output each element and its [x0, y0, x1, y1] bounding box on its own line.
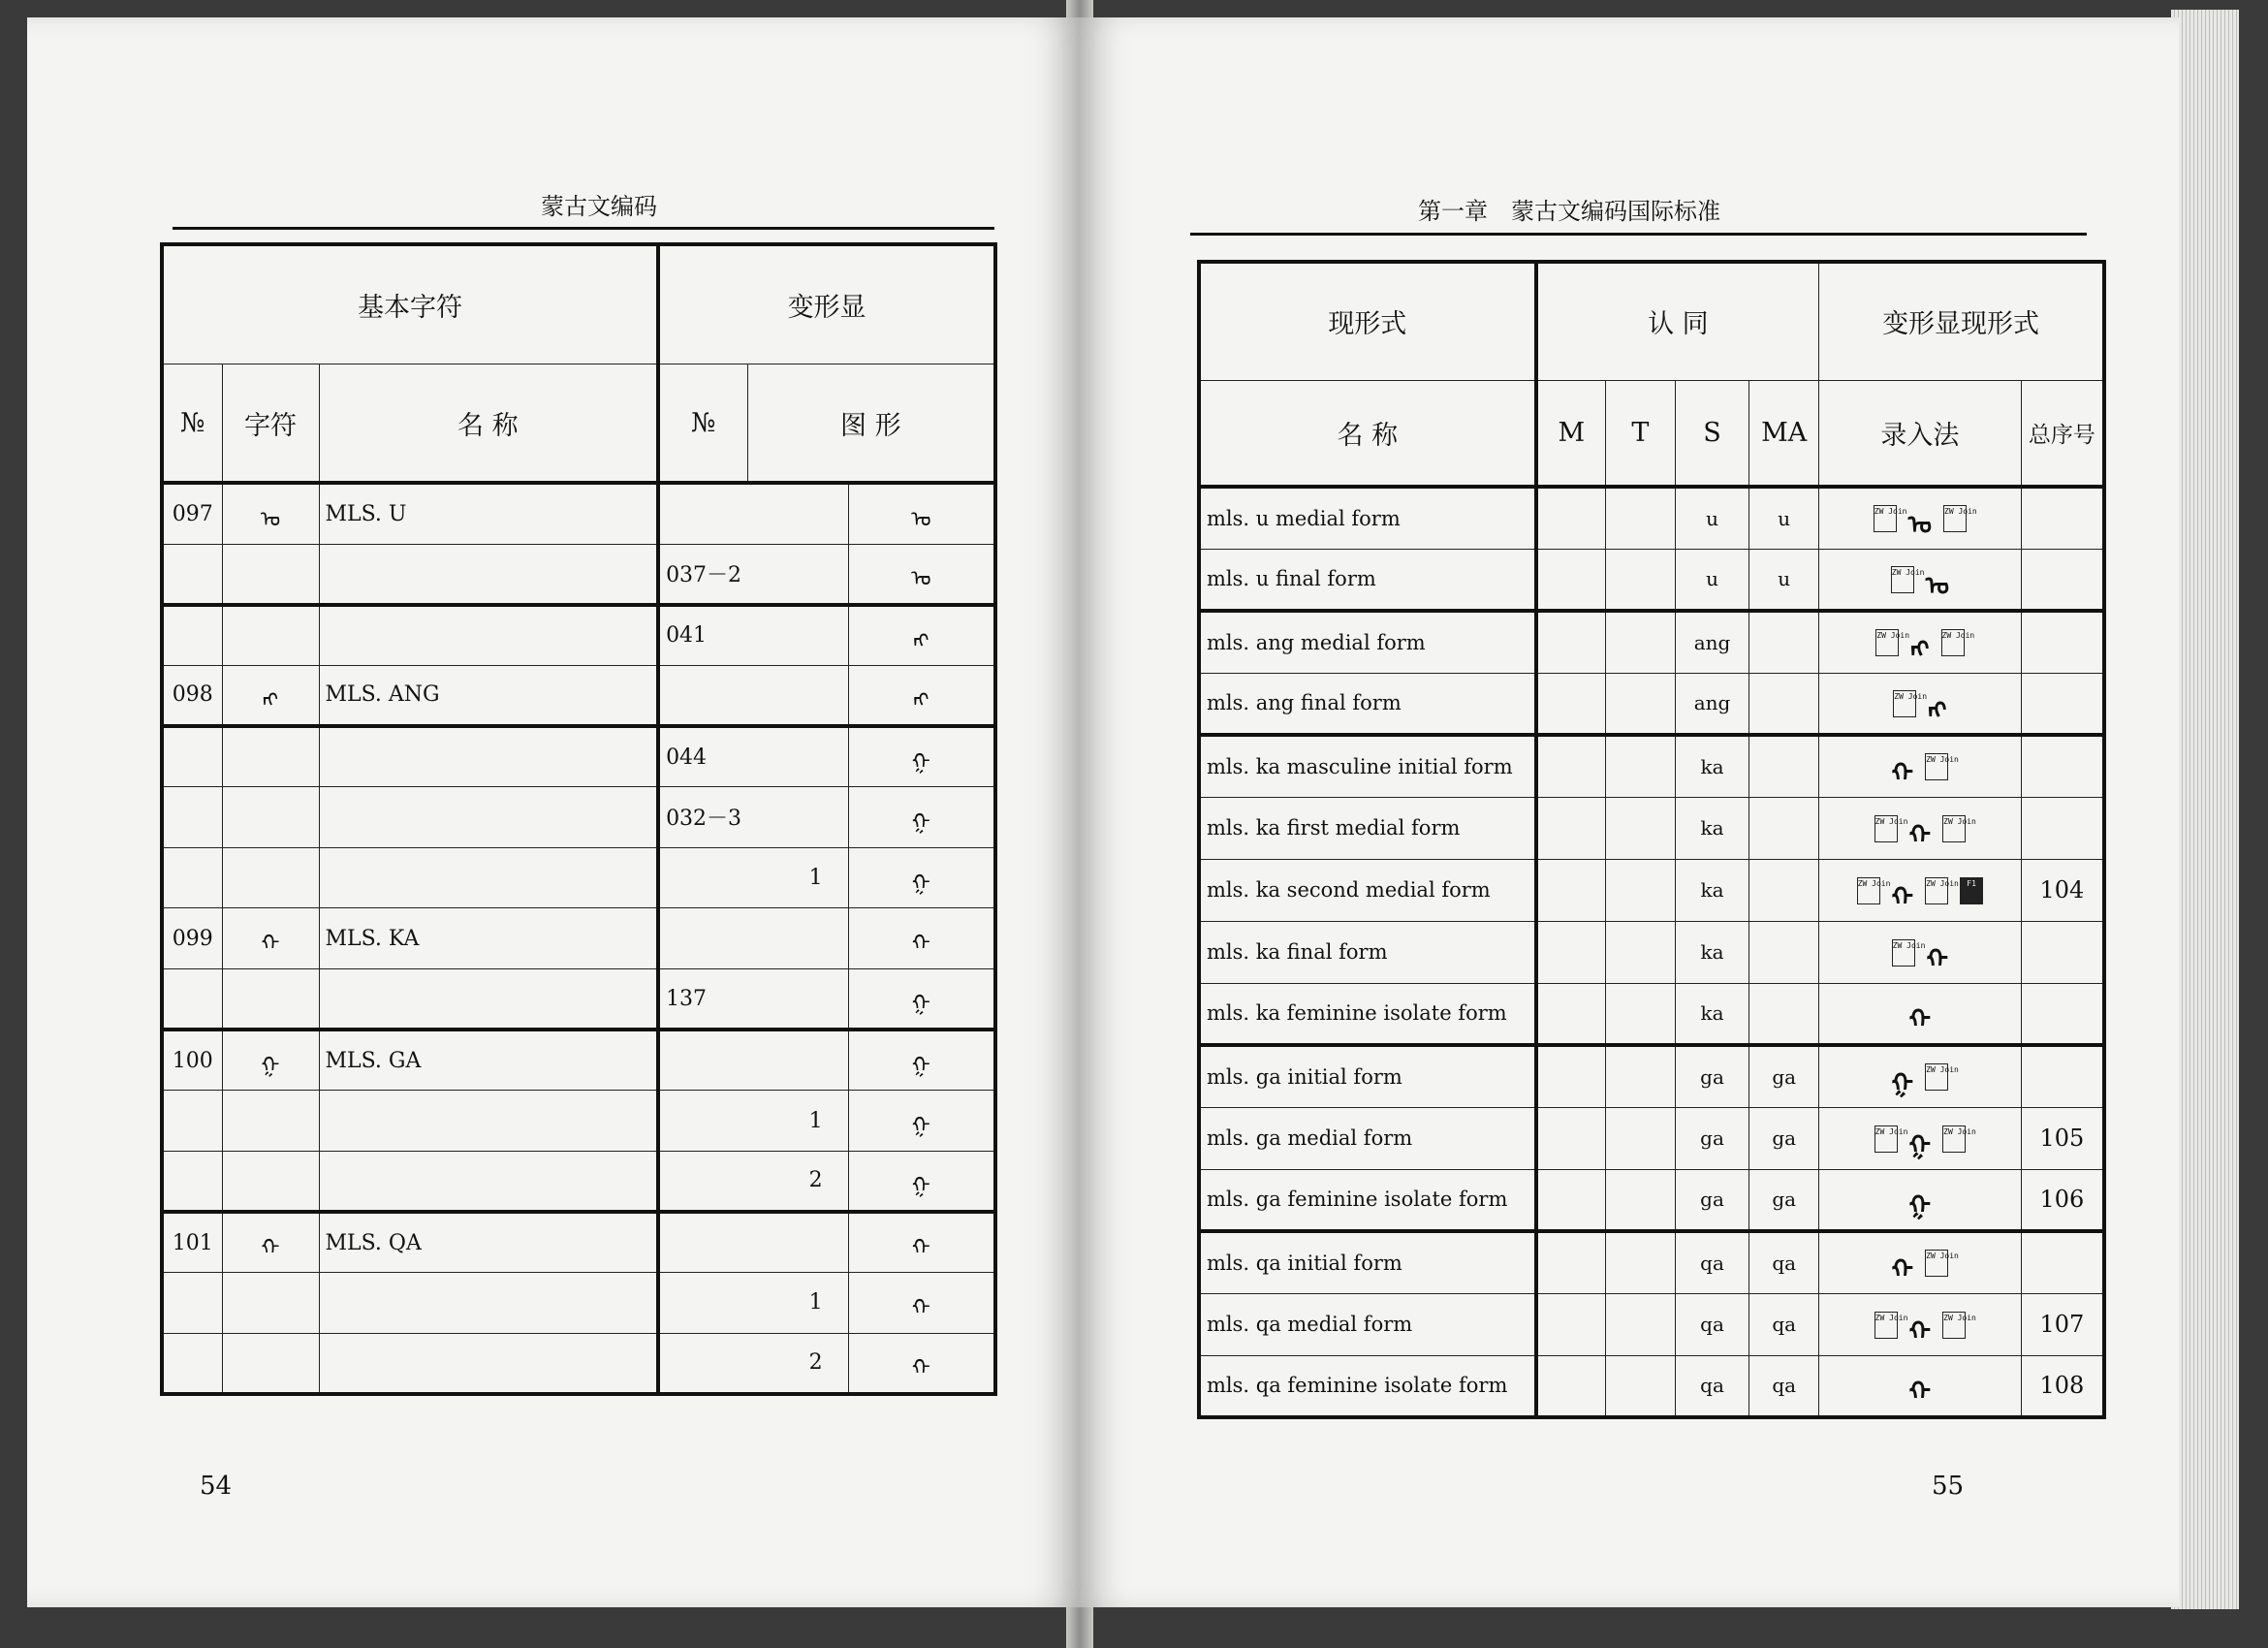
- mongolian-glyph: ᠩ: [1910, 635, 1930, 665]
- form-name: mls. qa medial form: [1199, 1293, 1536, 1355]
- t-cell: [1605, 1231, 1675, 1293]
- table-row: [1199, 735, 2104, 797]
- char-name: MLS. KA: [319, 908, 658, 969]
- header-form: 现形式: [1199, 262, 1536, 380]
- variant-glyph: ᠩ: [848, 605, 995, 666]
- char-glyph: ᠬ: [222, 1212, 319, 1273]
- s-value: ang: [1675, 673, 1748, 735]
- char-name: [319, 1273, 658, 1334]
- t-cell: [1605, 859, 1675, 921]
- s-value: ka: [1675, 859, 1748, 921]
- table-row: [162, 847, 995, 908]
- table-row: [162, 968, 995, 1030]
- t-cell: [1605, 1045, 1675, 1107]
- zwj-icon: ZW Join: [1942, 815, 1966, 842]
- zwj-icon: ZW Join: [1857, 877, 1880, 904]
- char-number: [162, 726, 222, 787]
- header-shape: 图 形: [747, 364, 995, 483]
- char-name: [319, 1091, 658, 1152]
- input-method-cell: [1819, 859, 2022, 921]
- form-name: mls. ka second medial form: [1199, 859, 1536, 921]
- input-sequence: [1891, 557, 1949, 602]
- variant-number: 137: [658, 968, 848, 1030]
- char-name: [319, 787, 658, 848]
- m-cell: [1536, 1169, 1606, 1231]
- variant-number: 1: [658, 847, 848, 908]
- input-method-cell: [1819, 549, 2022, 611]
- m-cell: [1536, 1107, 1606, 1169]
- char-name: MLS. GA: [319, 1030, 658, 1091]
- variant-number: [658, 483, 848, 544]
- table-row: [162, 1091, 995, 1152]
- t-cell: [1605, 735, 1675, 797]
- input-method-cell: [1819, 921, 2022, 983]
- header-t: T: [1605, 380, 1675, 487]
- zwj-icon: ZW Join: [1875, 629, 1899, 656]
- running-head-right: 第一章 蒙古文编码国际标准: [1418, 198, 1720, 225]
- zwj-icon: ZW Join: [1942, 1312, 1966, 1339]
- m-cell: [1536, 1355, 1606, 1417]
- s-value: ka: [1675, 921, 1748, 983]
- header-variant: 变形显: [658, 244, 995, 364]
- table-row: [162, 1333, 995, 1394]
- mongolian-glyph: ᠩ: [1928, 695, 1947, 725]
- char-name: MLS. U: [319, 483, 658, 544]
- ma-value: [1749, 983, 1819, 1045]
- table-row: [1199, 611, 2104, 673]
- table-row: [1199, 487, 2104, 549]
- variant-number: [658, 1212, 848, 1273]
- form-name: mls. u medial form: [1199, 487, 1536, 549]
- variant-glyph: ᠭ: [848, 968, 995, 1030]
- s-value: ang: [1675, 611, 1748, 673]
- mongolian-glyph: ᠬ: [1891, 1254, 1914, 1284]
- form-name: mls. ang final form: [1199, 673, 1536, 735]
- char-name: [319, 968, 658, 1030]
- input-sequence: [1874, 1303, 1976, 1347]
- mongolian-glyph: ᠬ: [1908, 820, 1932, 850]
- form-name: mls. ka feminine isolate form: [1199, 983, 1536, 1045]
- variant-number: 044: [658, 726, 848, 787]
- variant-number: 032－3: [658, 787, 848, 848]
- char-glyph: [222, 847, 319, 908]
- variant-number: 041: [658, 605, 848, 666]
- input-method-cell: [1819, 1169, 2022, 1231]
- seq-number: 108: [2021, 1355, 2104, 1417]
- char-number: [162, 787, 222, 848]
- char-name: [319, 726, 658, 787]
- mongolian-glyph: ᠬ: [1926, 944, 1949, 974]
- s-value: ka: [1675, 797, 1748, 859]
- input-sequence: [1874, 807, 1976, 851]
- input-method-cell: [1819, 1045, 2022, 1107]
- header-seq: 总序号: [2021, 380, 2104, 487]
- table-row: [162, 1151, 995, 1212]
- right-page: [1079, 17, 2179, 1607]
- ma-value: [1749, 735, 1819, 797]
- table-row: [162, 1212, 995, 1273]
- char-number: 100: [162, 1030, 222, 1091]
- seq-number: [2021, 487, 2104, 549]
- m-cell: [1536, 797, 1606, 859]
- variant-glyph: ᠩ: [848, 665, 995, 726]
- page-number-left: 54: [200, 1472, 233, 1501]
- char-name: [319, 1151, 658, 1212]
- char-number: [162, 544, 222, 605]
- m-cell: [1536, 859, 1606, 921]
- t-cell: [1605, 487, 1675, 549]
- zwj-icon: ZW Join: [1893, 690, 1916, 717]
- m-cell: [1536, 921, 1606, 983]
- form-name: mls. qa feminine isolate form: [1199, 1355, 1536, 1417]
- input-method-cell: [1819, 487, 2022, 549]
- header-char: 字符: [222, 364, 319, 483]
- header-rule-right: [1190, 233, 2087, 236]
- mongolian-glyph: ᠬ: [1908, 1378, 1932, 1408]
- zwj-icon: ZW Join: [1925, 1250, 1948, 1277]
- char-number: [162, 1151, 222, 1212]
- seq-number: 104: [2021, 859, 2104, 921]
- char-number: 099: [162, 908, 222, 969]
- table-row: [162, 605, 995, 666]
- ma-value: [1749, 673, 1819, 735]
- table-row: [1199, 1231, 2104, 1293]
- input-sequence: [1875, 620, 1975, 665]
- header-s: S: [1675, 380, 1748, 487]
- zwj-icon: ZW Join: [1874, 1312, 1898, 1339]
- left-encoding-table: [160, 242, 997, 1396]
- table-row: [1199, 673, 2104, 735]
- header-name-r: 名 称: [1199, 380, 1536, 487]
- input-method-cell: [1819, 797, 2022, 859]
- form-name: mls. ka first medial form: [1199, 797, 1536, 859]
- input-sequence: [1909, 1363, 1931, 1408]
- char-glyph: ᠬ: [222, 908, 319, 969]
- mongolian-glyph: ᠬ: [1891, 758, 1914, 788]
- variant-glyph: ᠭ: [848, 726, 995, 787]
- form-name: mls. ang medial form: [1199, 611, 1536, 673]
- char-name: [319, 605, 658, 666]
- variant-glyph: ᠬ: [848, 1273, 995, 1334]
- mongolian-glyph: ᠤ: [1925, 571, 1950, 601]
- t-cell: [1605, 673, 1675, 735]
- variant-glyph: ᠭ: [848, 847, 995, 908]
- header-ma: MA: [1749, 380, 1819, 487]
- zwj-icon: ZW Join: [1874, 505, 1897, 532]
- input-sequence: [1909, 991, 1931, 1035]
- table-row: [162, 1030, 995, 1091]
- char-glyph: [222, 544, 319, 605]
- char-glyph: ᠤ: [222, 483, 319, 544]
- ma-value: ga: [1749, 1045, 1819, 1107]
- ma-value: ga: [1749, 1107, 1819, 1169]
- header-no-2: №: [658, 364, 747, 483]
- char-glyph: [222, 787, 319, 848]
- ma-value: u: [1749, 549, 1819, 611]
- variant-number: [658, 1030, 848, 1091]
- s-value: qa: [1675, 1293, 1748, 1355]
- s-value: ga: [1675, 1107, 1748, 1169]
- input-sequence: [1893, 681, 1946, 726]
- char-glyph: [222, 1333, 319, 1394]
- variant-number: 1: [658, 1091, 848, 1152]
- zwj-icon: ZW Join: [1925, 1063, 1948, 1091]
- table-row: [162, 483, 995, 544]
- t-cell: [1605, 1293, 1675, 1355]
- header-identify: 认 同: [1536, 262, 1819, 380]
- fvs-icon: F1: [1960, 877, 1983, 904]
- m-cell: [1536, 611, 1606, 673]
- s-value: qa: [1675, 1231, 1748, 1293]
- char-glyph: ᠩ: [222, 665, 319, 726]
- variant-glyph: ᠬ: [848, 1212, 995, 1273]
- form-name: mls. qa initial form: [1199, 1231, 1536, 1293]
- zwj-icon: ZW Join: [1891, 566, 1914, 593]
- header-rule-left: [173, 227, 994, 230]
- t-cell: [1605, 797, 1675, 859]
- s-value: qa: [1675, 1355, 1748, 1417]
- zwj-icon: ZW Join: [1943, 505, 1967, 532]
- s-value: ka: [1675, 735, 1748, 797]
- variant-number: 1: [658, 1273, 848, 1334]
- seq-number: [2021, 673, 2104, 735]
- mongolian-glyph: ᠬ: [1908, 1005, 1932, 1035]
- m-cell: [1536, 1231, 1606, 1293]
- input-method-cell: [1819, 673, 2022, 735]
- variant-number: [658, 665, 848, 726]
- s-value: ka: [1675, 983, 1748, 1045]
- ma-value: qa: [1749, 1355, 1819, 1417]
- header-m: M: [1536, 380, 1606, 487]
- table-row: [1199, 549, 2104, 611]
- form-name: mls. ga medial form: [1199, 1107, 1536, 1169]
- char-glyph: [222, 726, 319, 787]
- table-row: [1199, 983, 2104, 1045]
- variant-number: 037－2: [658, 544, 848, 605]
- running-head-left: 蒙古文编码: [541, 193, 657, 220]
- t-cell: [1605, 549, 1675, 611]
- s-value: u: [1675, 487, 1748, 549]
- char-number: 098: [162, 665, 222, 726]
- seq-number: [2021, 1045, 2104, 1107]
- variant-number: 2: [658, 1151, 848, 1212]
- seq-number: 105: [2021, 1107, 2104, 1169]
- t-cell: [1605, 1107, 1675, 1169]
- table-row: [162, 908, 995, 969]
- input-sequence: [1891, 1241, 1959, 1285]
- seq-number: 107: [2021, 1293, 2104, 1355]
- s-value: u: [1675, 549, 1748, 611]
- header-name: 名 称: [319, 364, 658, 483]
- mongolian-glyph: ᠤ: [1907, 511, 1933, 541]
- mongolian-glyph: ᠭ: [1908, 1130, 1932, 1160]
- input-method-cell: [1819, 1293, 2022, 1355]
- mongolian-glyph: ᠬ: [1891, 882, 1914, 912]
- m-cell: [1536, 1045, 1606, 1107]
- table-row: [1199, 1355, 2104, 1417]
- ma-value: [1749, 611, 1819, 673]
- t-cell: [1605, 611, 1675, 673]
- table-row: [1199, 1045, 2104, 1107]
- s-value: ga: [1675, 1169, 1748, 1231]
- input-method-cell: [1819, 735, 2022, 797]
- ma-value: u: [1749, 487, 1819, 549]
- char-name: [319, 847, 658, 908]
- page-edges: [2171, 10, 2239, 1609]
- t-cell: [1605, 1169, 1675, 1231]
- variant-glyph: ᠭ: [848, 1030, 995, 1091]
- m-cell: [1536, 983, 1606, 1045]
- char-name: MLS. QA: [319, 1212, 658, 1273]
- input-sequence: [1892, 931, 1948, 975]
- t-cell: [1605, 983, 1675, 1045]
- zwj-icon: ZW Join: [1942, 1125, 1966, 1153]
- table-row: [1199, 1169, 2104, 1231]
- char-glyph: [222, 1151, 319, 1212]
- mongolian-glyph: ᠬ: [1908, 1316, 1932, 1347]
- m-cell: [1536, 673, 1606, 735]
- ma-value: [1749, 859, 1819, 921]
- variant-glyph: ᠤ: [848, 483, 995, 544]
- input-sequence: [1891, 1055, 1959, 1099]
- char-number: 101: [162, 1212, 222, 1273]
- input-sequence: [1874, 1117, 1976, 1161]
- variant-glyph: ᠤ: [848, 544, 995, 605]
- char-number: [162, 968, 222, 1030]
- table-row: [162, 787, 995, 848]
- table-row: [1199, 921, 2104, 983]
- ma-value: qa: [1749, 1231, 1819, 1293]
- right-encoding-table: [1197, 260, 2106, 1419]
- input-method-cell: [1819, 1107, 2022, 1169]
- variant-glyph: ᠭ: [848, 787, 995, 848]
- table-row: [1199, 1293, 2104, 1355]
- char-glyph: [222, 1091, 319, 1152]
- char-number: [162, 1273, 222, 1334]
- char-number: [162, 1333, 222, 1394]
- ma-value: [1749, 921, 1819, 983]
- seq-number: [2021, 1231, 2104, 1293]
- header-variant-form: 变形显现形式: [1819, 262, 2104, 380]
- table-row: [1199, 859, 2104, 921]
- page-number-right: 55: [1932, 1472, 1965, 1501]
- input-sequence: [1857, 869, 1983, 913]
- char-name: [319, 544, 658, 605]
- char-number: [162, 1091, 222, 1152]
- mongolian-glyph: ᠭ: [1891, 1068, 1914, 1098]
- header-input-method: 录入法: [1819, 380, 2022, 487]
- variant-glyph: ᠬ: [848, 908, 995, 969]
- input-sequence: [1909, 1177, 1931, 1221]
- char-glyph: ᠭ: [222, 1030, 319, 1091]
- form-name: mls. ga initial form: [1199, 1045, 1536, 1107]
- variant-number: [658, 908, 848, 969]
- variant-number: 2: [658, 1333, 848, 1394]
- table-row: [1199, 797, 2104, 859]
- input-sequence: [1891, 745, 1959, 789]
- input-method-cell: [1819, 1355, 2022, 1417]
- t-cell: [1605, 1355, 1675, 1417]
- variant-glyph: ᠬ: [848, 1333, 995, 1394]
- seq-number: [2021, 921, 2104, 983]
- m-cell: [1536, 549, 1606, 611]
- input-method-cell: [1819, 611, 2022, 673]
- seq-number: [2021, 983, 2104, 1045]
- m-cell: [1536, 487, 1606, 549]
- form-name: mls. u final form: [1199, 549, 1536, 611]
- form-name: mls. ka masculine initial form: [1199, 735, 1536, 797]
- seq-number: [2021, 549, 2104, 611]
- ma-value: ga: [1749, 1169, 1819, 1231]
- input-method-cell: [1819, 983, 2022, 1045]
- char-glyph: [222, 968, 319, 1030]
- char-number: [162, 847, 222, 908]
- zwj-icon: ZW Join: [1941, 629, 1965, 656]
- seq-number: [2021, 611, 2104, 673]
- form-name: mls. ga feminine isolate form: [1199, 1169, 1536, 1231]
- char-number: [162, 605, 222, 666]
- zwj-icon: ZW Join: [1925, 877, 1948, 904]
- char-name: MLS. ANG: [319, 665, 658, 726]
- table-row: [162, 544, 995, 605]
- char-number: 097: [162, 483, 222, 544]
- table-row: [162, 726, 995, 787]
- m-cell: [1536, 735, 1606, 797]
- char-glyph: [222, 1273, 319, 1334]
- seq-number: [2021, 735, 2104, 797]
- seq-number: 106: [2021, 1169, 2104, 1231]
- t-cell: [1605, 921, 1675, 983]
- variant-glyph: ᠭ: [848, 1151, 995, 1212]
- input-method-cell: [1819, 1231, 2022, 1293]
- ma-value: qa: [1749, 1293, 1819, 1355]
- header-basic-chars: 基本字符: [162, 244, 658, 364]
- seq-number: [2021, 797, 2104, 859]
- table-row: [162, 665, 995, 726]
- header-no: №: [162, 364, 222, 483]
- s-value: ga: [1675, 1045, 1748, 1107]
- char-name: [319, 1333, 658, 1394]
- mongolian-glyph: ᠭ: [1908, 1191, 1932, 1221]
- char-glyph: [222, 605, 319, 666]
- ma-value: [1749, 797, 1819, 859]
- table-row: [1199, 1107, 2104, 1169]
- zwj-icon: ZW Join: [1892, 939, 1915, 967]
- m-cell: [1536, 1293, 1606, 1355]
- form-name: mls. ka final form: [1199, 921, 1536, 983]
- zwj-icon: ZW Join: [1874, 815, 1898, 842]
- zwj-icon: ZW Join: [1925, 753, 1948, 780]
- left-page: [27, 17, 1079, 1607]
- table-row: [162, 1273, 995, 1334]
- input-sequence: [1874, 496, 1977, 541]
- variant-glyph: ᠭ: [848, 1091, 995, 1152]
- zwj-icon: ZW Join: [1874, 1125, 1898, 1153]
